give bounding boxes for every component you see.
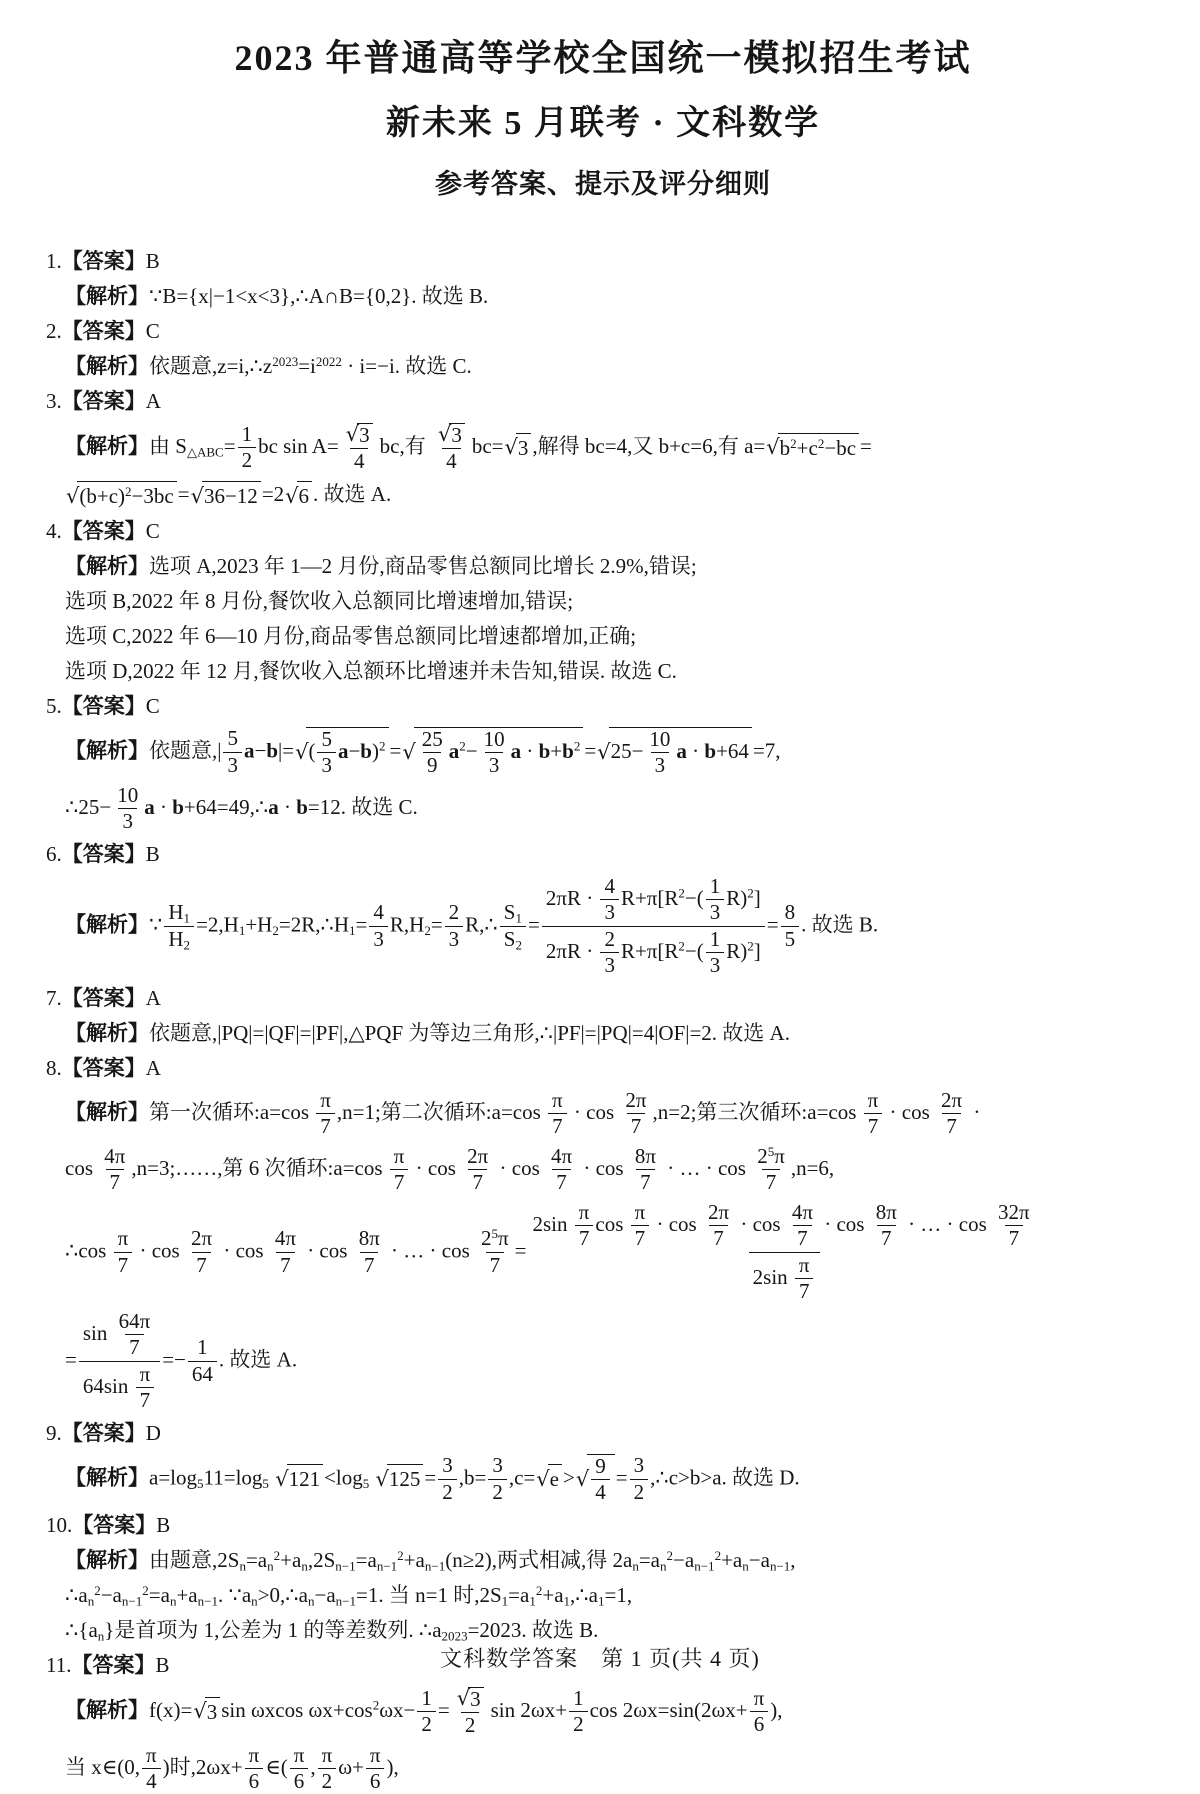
doc-line: 当 x∈(0, $\frac{\pi}{4}$ )时,2ωx+ $\frac{\pi}{6}$ ∈( $\frac{\pi}{6}$ , $\frac{\pi}{2}$ ω+ $\frac{\pi}{6}$ ), — [65, 1742, 399, 1794]
doc-line: 2.【答案】C — [46, 318, 160, 343]
doc-line: 【解析】依题意,|PQ|=|QF|=|PF|,△PQF 为等边三角形,∴|PF|=|PQ|=4|OF|=2. 故选 A. — [65, 1020, 790, 1045]
doc-line: 【解析】选项 A,2023 年 1—2 月份,商品零售总额同比增长 2.9%,错误; — [65, 553, 697, 578]
doc-line: 8.【答案】A — [46, 1055, 161, 1080]
doc-line: 选项 C,2022 年 6—10 月份,商品零售总额同比增速都增加,正确; — [65, 623, 637, 648]
doc-line: 4.【答案】C — [46, 518, 160, 543]
exam-subtitle: 新未来 5 月联考 · 文科数学 — [385, 105, 821, 142]
doc-line: 【解析】由题意$,2S_n=a_n^2+a_n,2S_{n-1}=a_{n-1}^2+a_{n-1}(n\ge 2)$,两式相减,得 $2a_n=a_n^2-a_{n-1}^2+a_n-a_{n-1}$, — [65, 1547, 796, 1574]
answer-key-heading: 参考答案、提示及评分细则 — [435, 169, 771, 199]
answers-content — [46, 247, 1160, 1794]
doc-line: 【解析】∵ $\frac{H_1}{H_2}$ $=2,H_1+H_2=2R,\therefore H_1=$ $\frac{4}{3}$ $R,H_2=$ $\frac{2}{3}$ R,∴ $\frac{S_1}{S_2}$ = 2πR · $\frac{4}{3}$ $R+\pi[R^2-$( $\frac{1}{3}$ R)$^2$] 2πR · $\frac{2}{3}$ $R+\pi[R^2-$( $\frac{1}{3}$ R)$^2$] = $\frac{8}{5}$ . 故选 B. — [65, 873, 879, 978]
doc-line: 【解析】∵B={x|−1<x<3},∴A∩B={0,2}. 故选 B. — [65, 283, 489, 308]
doc-line: 9.【答案】D — [46, 1420, 161, 1445]
doc-line: 【解析】依题意$,z=i,\therefore z^{2023}=i^{2022} \cdot i=-i$. 故选 C. — [65, 353, 472, 378]
doc-line: 1.【答案】B — [46, 249, 160, 273]
exam-title: 2023 年普通高等学校全国统一模拟招生考试 — [234, 38, 972, 78]
doc-line: 选项 D,2022 年 12 月,餐饮收入总额环比增速并未告知,错误. 故选 C. — [65, 658, 677, 683]
doc-line: 7.【答案】A — [46, 985, 161, 1010]
document-header — [46, 30, 1160, 201]
doc-line: = sin $\frac{64\pi}{7}$ 64sin $\frac{\pi}{7}$ =− $\frac{1}{64}$ . 故选 A. — [65, 1308, 298, 1413]
doc-line: ∴cos $\frac{\pi}{7}$ · cos $\frac{2\pi}{7}$ · cos $\frac{4\pi}{7}$ · cos $\frac{8\pi}{7}$ · … · cos $\frac{2^5\pi}{7}$ = 2sin $\frac{\pi}{7}$ cos $\frac{\pi}{7}$ · cos $\frac{2\pi}{7}$ · cos $\frac{4\pi}{7}$ · cos $\frac{8\pi}{7}$ · … · cos $\frac{32\pi}{7}$ 2sin $\frac{\pi}{7}$ — [65, 1199, 1030, 1304]
page-footer: 文科数学答案 第 1 页(共 4 页) — [440, 1646, 760, 1671]
doc-line: 11.【答案】B — [46, 1652, 170, 1677]
doc-line: 【解析】f(x)= √ 3 sin ωxcos $\omega x+\cos^2\omega x-$ $\frac{1}{2}$ = √ 3 2 sin 2ωx+ $\frac{1}{2}$ cos 2ωx=sin(2ωx+ $\frac{\pi}{6}$ ), — [65, 1685, 783, 1738]
doc-line: 【解析】第一次循环:a=cos $\frac{\pi}{7}$ ,n=1;第二次循环:a=cos $\frac{\pi}{7}$ · cos $\frac{2\pi}{7}$ ,n=2;第三次循环:a=cos $\frac{\pi}{7}$ · cos $\frac{2\pi}{7}$ · — [65, 1087, 981, 1139]
doc-line: 5.【答案】C — [46, 693, 160, 718]
doc-line: $\therefore\{a_n\}$是首项为 1,公差为 1 的等差数列. $\therefore a_{2023}=2023$. 故选 B. — [65, 1617, 599, 1644]
doc-line: 【解析】由 $S_{\triangle ABC}=$ $\frac{1}{2}$ bc sin A= √ 3 4 bc,有 √ 3 4 bc= √ 3 ,解得 bc=4,又 b+c=6,有 a= √ $b^2+c^2-bc$ = — [65, 421, 872, 474]
doc-line: √ $(b+c)^2-3bc$ = √ 36−12 =2 √ 6 . 故选 A. — [46, 480, 1160, 511]
doc-line: 选项 B,2022 年 8 月份,餐饮收入总额同比增速增加,错误; — [65, 588, 574, 613]
doc-line: $\therefore a_n^2-a_{n-1}^2=a_n+a_{n-1}$. $\because a_n>0,\therefore a_n-a_{n-1}=1$. 当 n=1 时$,2S_1=a_1^2+a_1,\therefore a_1=1$, — [65, 1582, 633, 1609]
doc-line: 【解析】依题意,| $\frac{5}{3}$ a−b|= √ ( $\frac{5}{3}$ a−b)$^2$ = √ $\frac{25}{9}$ $a^2-$ $\frac{10}{3}$ $a \cdot b+b^2$ = √ 25− $\frac{10}{3}$ a · b+64 =7, — [65, 726, 781, 778]
doc-line: 6.【答案】B — [46, 841, 160, 866]
doc-line: 【解析】$a=\log_511=\log_5$ √ 121 $<\log_5$ √ 125 = $\frac{3}{2}$ ,b= $\frac{3}{2}$ ,c= √ e > √ $\frac{9}{4}$ = $\frac{3}{2}$ ,∴c>b>a. 故选 D. — [65, 1453, 800, 1505]
doc-line: cos $\frac{4\pi}{7}$ ,n=3;……,第 6 次循环:a=cos $\frac{\pi}{7}$ · cos $\frac{2\pi}{7}$ · cos $\frac{4\pi}{7}$ · cos $\frac{8\pi}{7}$ · … · cos $\frac{2^5\pi}{7}$ ,n=6, — [65, 1143, 835, 1195]
doc-line: ∴25− $\frac{10}{3}$ a · b+64=49,∴a · b=12. 故选 C. — [65, 782, 418, 834]
doc-line: 10.【答案】B — [46, 1512, 171, 1537]
doc-line: 3.【答案】A — [46, 388, 161, 413]
